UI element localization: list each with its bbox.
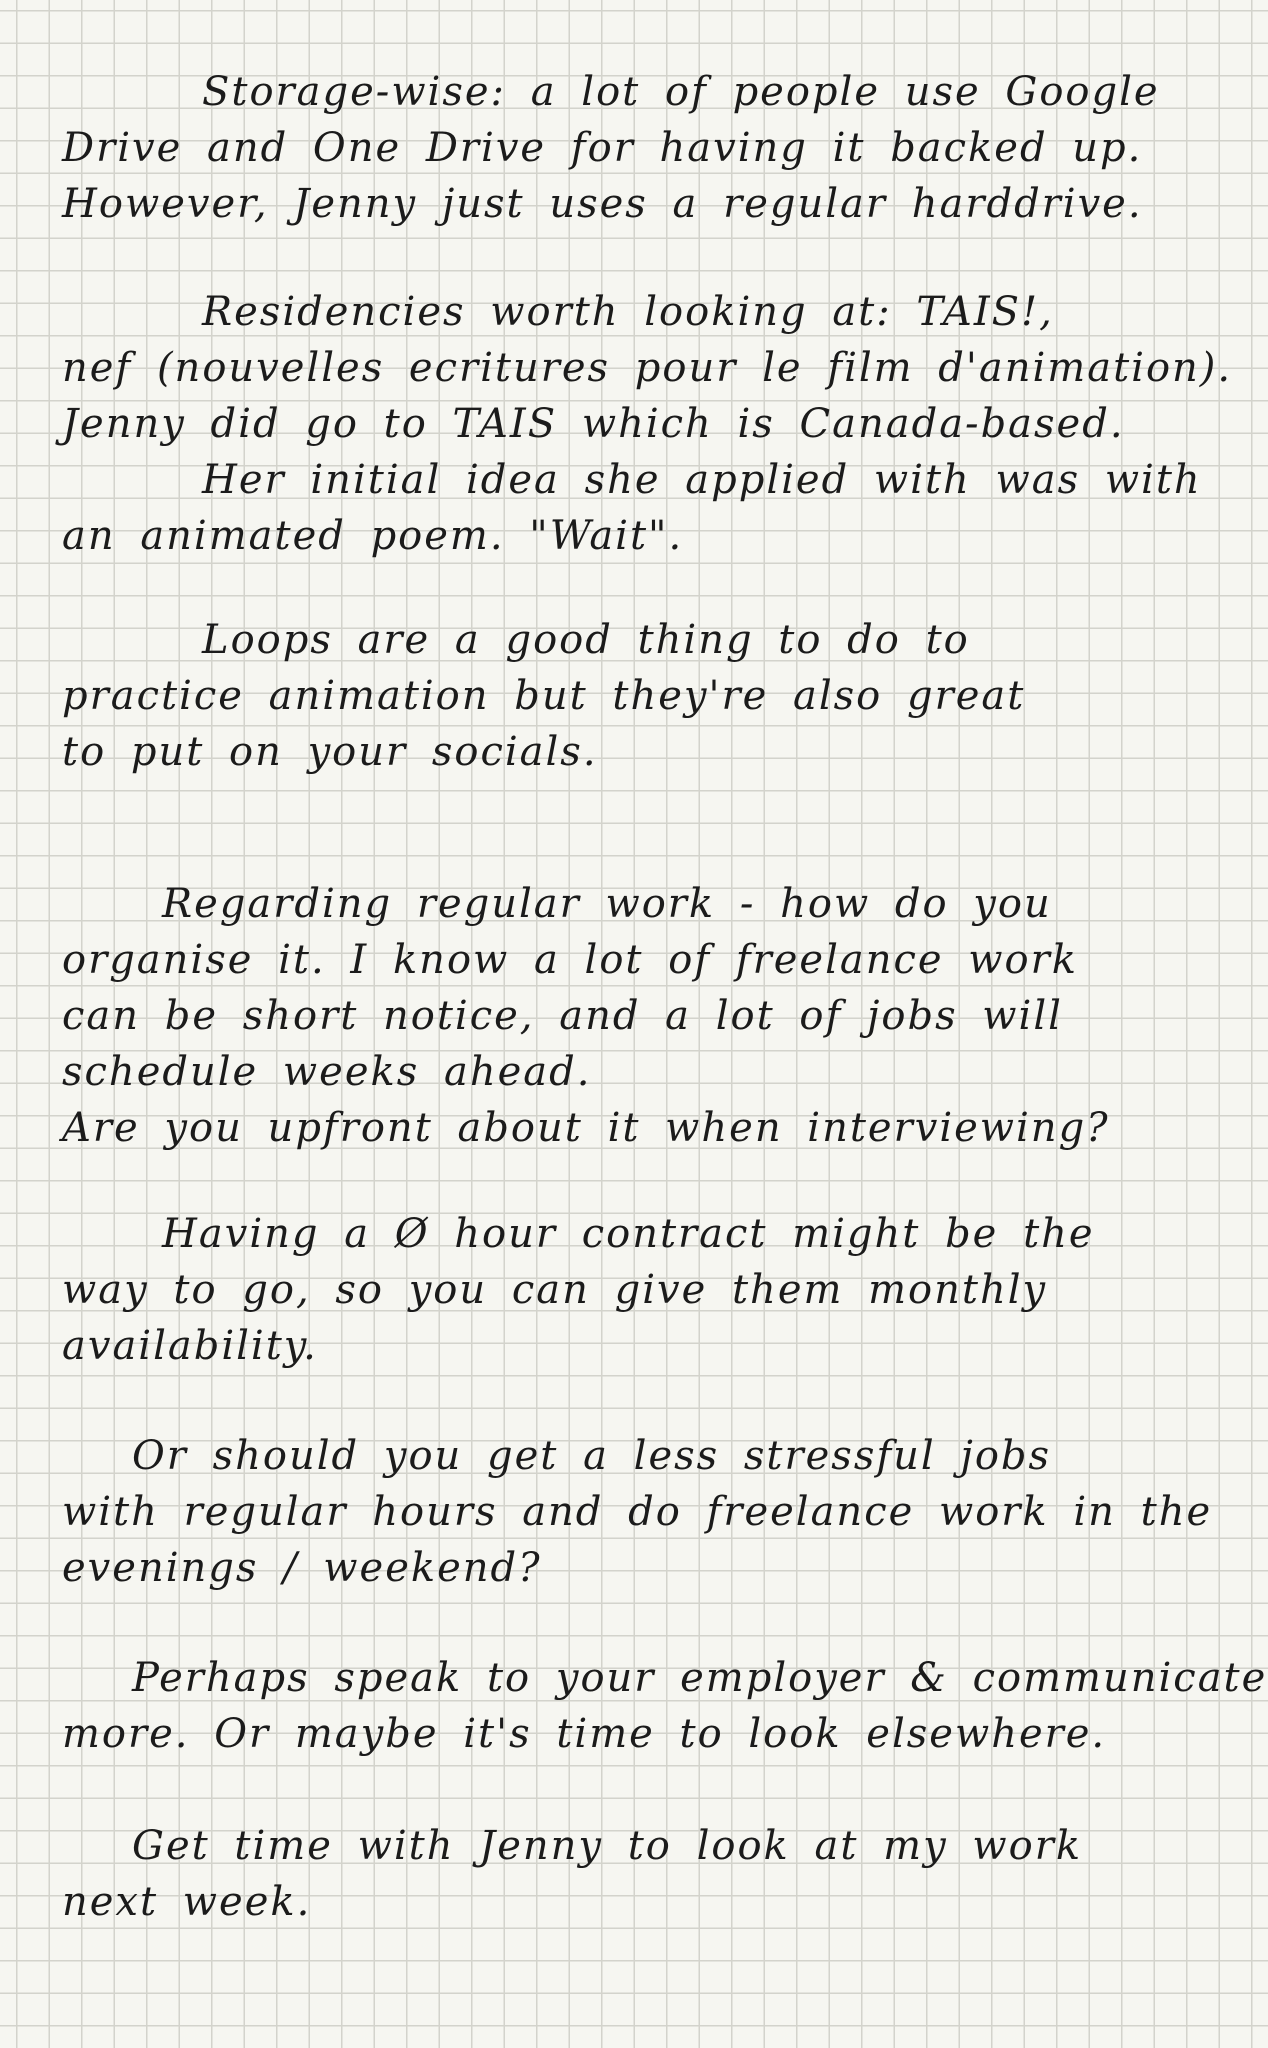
handwritten-line: Are you upfront about it when interviewing? bbox=[62, 1105, 1110, 1151]
handwritten-line: Or should you get a less stressful jobs bbox=[132, 1433, 1052, 1479]
handwritten-line: to put on your socials. bbox=[62, 729, 598, 775]
handwritten-line: Get time with Jenny to look at my work bbox=[132, 1823, 1083, 1869]
note-paragraph-contract bbox=[62, 1206, 1212, 1374]
note-paragraph-storage bbox=[62, 64, 1212, 232]
handwritten-line: more. Or maybe it's time to look elsewhere. bbox=[62, 1711, 1107, 1757]
handwritten-line: practice animation but they're also great bbox=[62, 673, 1026, 719]
handwritten-line: Jenny did go to TAIS which is Canada-based. bbox=[62, 401, 1125, 447]
handwritten-line: Residencies worth looking at: TAIS!, bbox=[202, 289, 1054, 335]
handwritten-line: organise it. I know a lot of freelance work bbox=[62, 937, 1078, 983]
note-paragraph-residencies bbox=[62, 284, 1233, 564]
note-paragraph-stressful-jobs bbox=[62, 1428, 1212, 1596]
handwritten-line: evenings / weekend? bbox=[62, 1545, 542, 1591]
handwritten-line: an animated poem. "Wait". bbox=[62, 513, 684, 559]
handwritten-line: Having a Ø hour contract might be the bbox=[162, 1211, 1095, 1257]
note-paragraph-loops bbox=[62, 612, 1212, 780]
handwritten-line: way to go, so you can give them monthly bbox=[62, 1267, 1048, 1313]
note-paragraph-regular-work bbox=[62, 876, 1212, 1156]
handwritten-line: nef (nouvelles ecritures pour le film d'animation). bbox=[62, 345, 1233, 391]
note-paragraph-employer bbox=[62, 1650, 1268, 1762]
handwritten-line: with regular hours and do freelance work in the bbox=[62, 1489, 1213, 1535]
handwritten-line: Her initial idea she applied with was with bbox=[202, 457, 1202, 503]
handwritten-line: next week. bbox=[62, 1879, 312, 1925]
handwritten-line: Regarding regular work - how do you bbox=[162, 881, 1052, 927]
handwritten-line: availability. bbox=[62, 1323, 318, 1369]
handwritten-line: However, Jenny just uses a regular harddrive. bbox=[62, 181, 1143, 227]
handwritten-line: schedule weeks ahead. bbox=[62, 1049, 592, 1095]
handwritten-line: Loops are a good thing to do to bbox=[202, 617, 970, 663]
handwritten-line: Drive and One Drive for having it backed up. bbox=[62, 125, 1143, 171]
handwritten-line: can be short notice, and a lot of jobs will bbox=[62, 993, 1063, 1039]
handwritten-line: Storage-wise: a lot of people use Google bbox=[202, 69, 1160, 115]
handwritten-line: Perhaps speak to your employer & communicate bbox=[132, 1655, 1268, 1701]
note-paragraph-next-week bbox=[62, 1818, 1212, 1930]
